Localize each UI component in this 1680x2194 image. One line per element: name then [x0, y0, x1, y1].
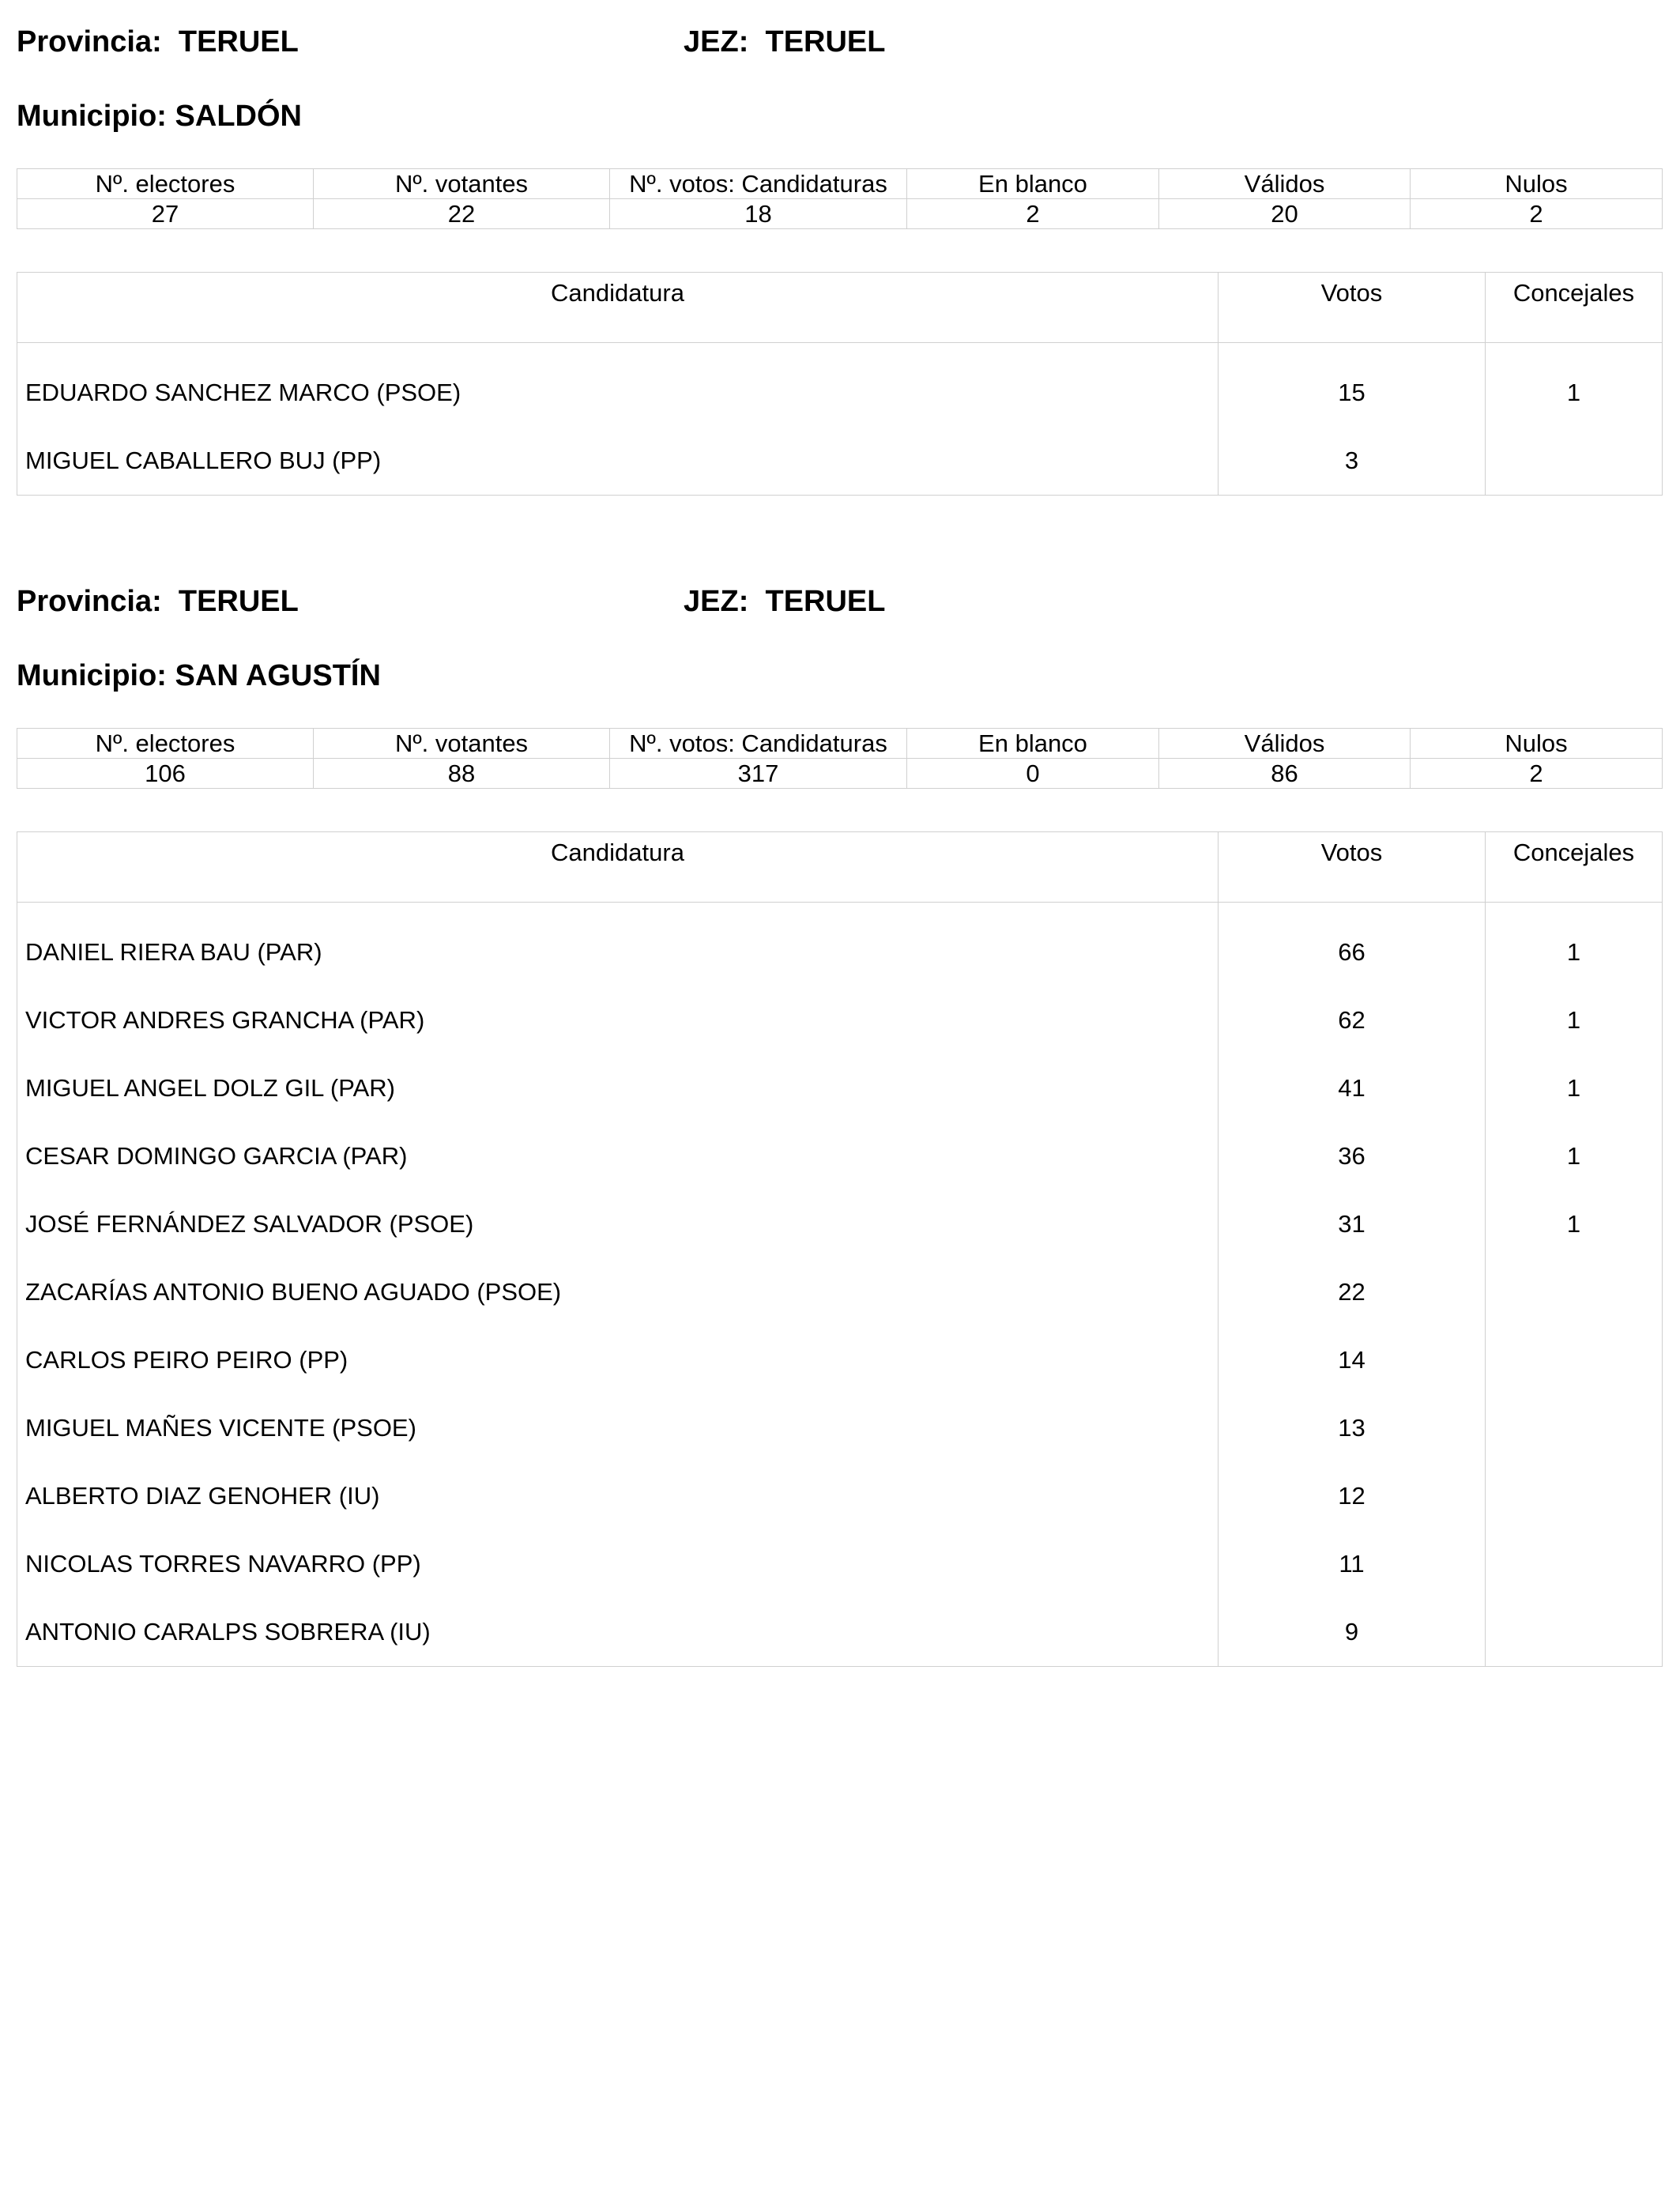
- municipio-value: SAN AGUSTÍN: [175, 659, 381, 692]
- candidate-row: [17, 1530, 1663, 1598]
- stats-table: [17, 728, 1663, 789]
- header-candidatura: Candidatura: [17, 273, 1219, 343]
- stats-header-votantes: Nº. votantes: [314, 729, 610, 759]
- stats-value-electores: 27: [17, 199, 314, 229]
- stats-header-votantes: Nº. votantes: [314, 169, 610, 199]
- jez-label: JEZ:: [684, 585, 749, 618]
- stats-header-votos-candidaturas: Nº. votos: Candidaturas: [610, 729, 907, 759]
- stats-value-validos: 20: [1159, 199, 1411, 229]
- provincia-value: TERUEL: [178, 585, 299, 618]
- stats-value-nulos: 2: [1411, 759, 1663, 789]
- header-concejales: Concejales: [1486, 832, 1663, 903]
- stats-value-votos-candidaturas: 317: [610, 759, 907, 789]
- candidate-row: [17, 359, 1663, 427]
- candidate-concejales: [1486, 1394, 1663, 1462]
- candidate-concejales: [1486, 1598, 1663, 1667]
- candidate-row: [17, 1462, 1663, 1530]
- candidate-concejales: 1: [1486, 359, 1663, 427]
- stats-value-nulos: 2: [1411, 199, 1663, 229]
- candidates-table: [17, 272, 1663, 496]
- candidate-name: DANIEL RIERA BAU (PAR): [17, 918, 1219, 986]
- stats-header-en-blanco: En blanco: [907, 729, 1159, 759]
- spacer-row: [17, 903, 1663, 919]
- candidate-votos: 41: [1219, 1054, 1486, 1122]
- candidate-votos: 31: [1219, 1190, 1486, 1258]
- stats-header-en-blanco: En blanco: [907, 169, 1159, 199]
- candidate-row: [17, 1122, 1663, 1190]
- stats-header-electores: Nº. electores: [17, 729, 314, 759]
- provincia-label: Provincia:: [17, 585, 162, 618]
- candidate-name: MIGUEL MAÑES VICENTE (PSOE): [17, 1394, 1219, 1462]
- candidate-row: [17, 427, 1663, 496]
- stats-header-row: [17, 169, 1663, 199]
- candidate-votos: 11: [1219, 1530, 1486, 1598]
- candidate-name: ANTONIO CARALPS SOBRERA (IU): [17, 1598, 1219, 1667]
- jez-heading: [684, 25, 885, 59]
- stats-header-row: [17, 729, 1663, 759]
- candidate-name: ZACARÍAS ANTONIO BUENO AGUADO (PSOE): [17, 1258, 1219, 1326]
- candidate-votos: 13: [1219, 1394, 1486, 1462]
- jez-label: JEZ:: [684, 25, 749, 58]
- stats-header-nulos: Nulos: [1411, 169, 1663, 199]
- candidate-votos: 14: [1219, 1326, 1486, 1394]
- stats-header-validos: Válidos: [1159, 169, 1411, 199]
- candidate-concejales: 1: [1486, 1122, 1663, 1190]
- candidate-votos: 62: [1219, 986, 1486, 1054]
- header-votos: Votos: [1219, 832, 1486, 903]
- candidate-name: ALBERTO DIAZ GENOHER (IU): [17, 1462, 1219, 1530]
- stats-value-en-blanco: 2: [907, 199, 1159, 229]
- header-candidatura: Candidatura: [17, 832, 1219, 903]
- provincia-heading: [17, 585, 299, 619]
- stats-table: [17, 168, 1663, 229]
- candidates-header-row: [17, 832, 1663, 903]
- candidate-row: [17, 1326, 1663, 1394]
- candidate-concejales: [1486, 1462, 1663, 1530]
- candidate-name: JOSÉ FERNÁNDEZ SALVADOR (PSOE): [17, 1190, 1219, 1258]
- stats-header-nulos: Nulos: [1411, 729, 1663, 759]
- candidate-row: [17, 1598, 1663, 1667]
- stats-value-votantes: 88: [314, 759, 610, 789]
- stats-value-votos-candidaturas: 18: [610, 199, 907, 229]
- stats-header-electores: Nº. electores: [17, 169, 314, 199]
- candidate-row: [17, 1394, 1663, 1462]
- spacer-row: [17, 343, 1663, 360]
- candidate-row: [17, 1054, 1663, 1122]
- candidate-name: NICOLAS TORRES NAVARRO (PP): [17, 1530, 1219, 1598]
- municipio-value: SALDÓN: [175, 100, 302, 133]
- provincia-heading: [17, 25, 299, 59]
- candidate-row: [17, 1258, 1663, 1326]
- candidates-table: [17, 831, 1663, 1667]
- candidate-concejales: 1: [1486, 918, 1663, 986]
- municipio-label: Municipio:: [17, 659, 167, 692]
- candidate-row: [17, 918, 1663, 986]
- stats-value-electores: 106: [17, 759, 314, 789]
- jez-value: TERUEL: [765, 585, 886, 618]
- candidate-concejales: 1: [1486, 986, 1663, 1054]
- stats-value-validos: 86: [1159, 759, 1411, 789]
- provincia-label: Provincia:: [17, 25, 162, 58]
- candidate-votos: 66: [1219, 918, 1486, 986]
- candidate-concejales: [1486, 1530, 1663, 1598]
- candidate-name: EDUARDO SANCHEZ MARCO (PSOE): [17, 359, 1219, 427]
- municipio-label: Municipio:: [17, 100, 167, 133]
- candidate-votos: 12: [1219, 1462, 1486, 1530]
- candidate-concejales: [1486, 427, 1663, 496]
- stats-value-row: [17, 759, 1663, 789]
- candidate-name: MIGUEL ANGEL DOLZ GIL (PAR): [17, 1054, 1219, 1122]
- candidate-row: [17, 986, 1663, 1054]
- candidate-name: CESAR DOMINGO GARCIA (PAR): [17, 1122, 1219, 1190]
- candidate-concejales: 1: [1486, 1054, 1663, 1122]
- candidate-votos: 15: [1219, 359, 1486, 427]
- candidate-row: [17, 1190, 1663, 1258]
- municipio-heading: [17, 100, 302, 134]
- jez-value: TERUEL: [765, 25, 886, 58]
- header-votos: Votos: [1219, 273, 1486, 343]
- candidate-votos: 36: [1219, 1122, 1486, 1190]
- header-concejales: Concejales: [1486, 273, 1663, 343]
- candidate-votos: 9: [1219, 1598, 1486, 1667]
- candidate-votos: 3: [1219, 427, 1486, 496]
- stats-value-votantes: 22: [314, 199, 610, 229]
- candidate-name: VICTOR ANDRES GRANCHA (PAR): [17, 986, 1219, 1054]
- jez-heading: [684, 585, 885, 619]
- stats-value-row: [17, 199, 1663, 229]
- candidate-name: MIGUEL CABALLERO BUJ (PP): [17, 427, 1219, 496]
- candidates-header-row: [17, 273, 1663, 343]
- provincia-value: TERUEL: [178, 25, 299, 58]
- candidate-name: CARLOS PEIRO PEIRO (PP): [17, 1326, 1219, 1394]
- stats-header-validos: Válidos: [1159, 729, 1411, 759]
- candidate-concejales: [1486, 1258, 1663, 1326]
- stats-header-votos-candidaturas: Nº. votos: Candidaturas: [610, 169, 907, 199]
- candidate-concejales: 1: [1486, 1190, 1663, 1258]
- stats-value-en-blanco: 0: [907, 759, 1159, 789]
- municipio-heading: [17, 659, 381, 693]
- candidate-concejales: [1486, 1326, 1663, 1394]
- candidate-votos: 22: [1219, 1258, 1486, 1326]
